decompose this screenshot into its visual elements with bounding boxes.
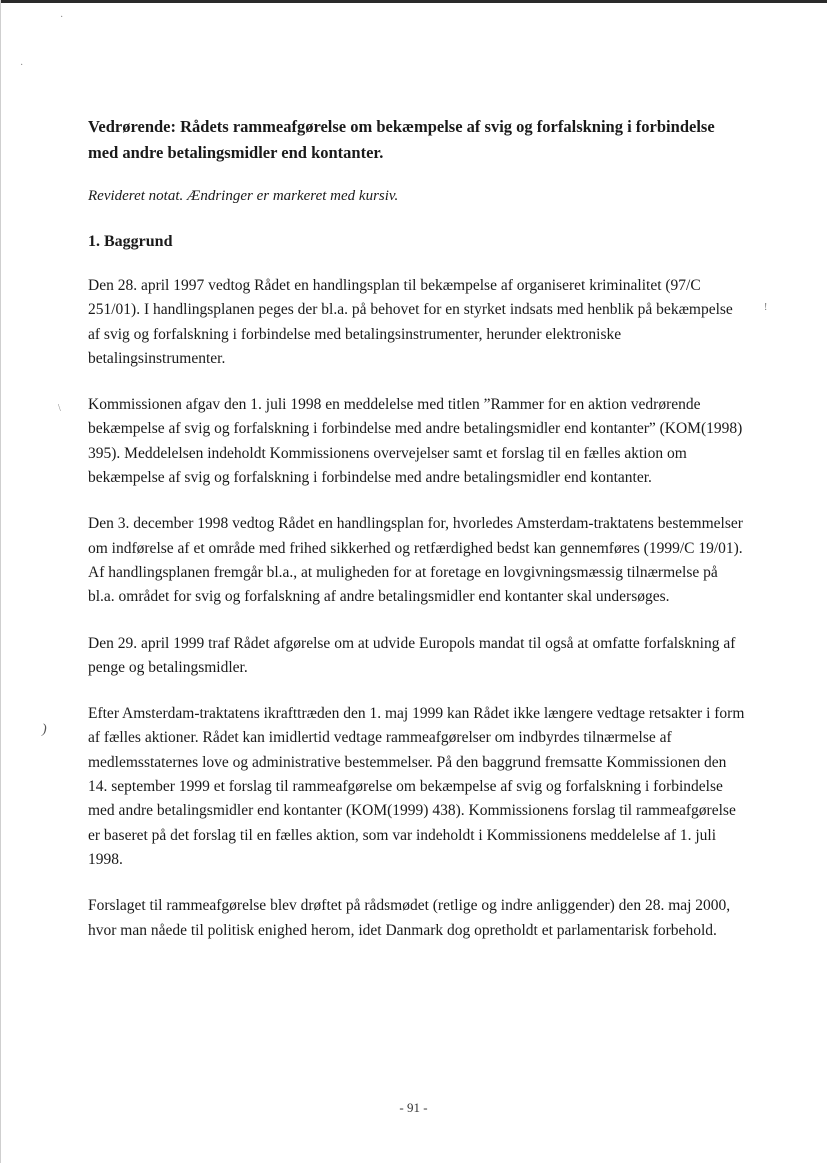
left-scan-edge [0, 0, 1, 1163]
document-title: Vedrørende: Rådets rammeafgørelse om bekæmpelse af svig og forfalskning i forbindelse med andre betalingsmidler end kontanter. [88, 117, 715, 162]
margin-tick-mark: \ [58, 403, 61, 414]
paragraph: Kommissionen afgav den 1. juli 1998 en meddelelse med titlen ”Rammer for en aktion vedrørende bekæmpelse af svig og forfalskning i forbindelse med andre betalingsmidler end kontanter” (KOM(1998) 395). Meddelelsen indeholdt Kommissionens overvejelser samt et forslag til en fælles aktion om bekæmpelse af svig og forfalskning i forbindelse med andre betalingsmidler end kontanter. [88, 396, 743, 487]
top-border-line [0, 0, 827, 3]
revised-note: Revideret notat. Ændringer er markeret med kursiv. [88, 188, 399, 204]
page-number: - 91 - [399, 1100, 428, 1115]
paragraph: Den 29. april 1999 traf Rådet afgørelse om at udvide Europols mandat til også at omfatte forfalskning af penge og betalingsmidler. [88, 634, 736, 676]
paragraph: Efter Amsterdam-traktatens ikrafttræden den 1. maj 1999 kan Rådet ikke længere vedtage retsakter i form af fælles aktioner. Rådet kan imidlertid vedtage rammeafgørelser om indbyrdes tilnærmelse af medlemsstaternes love og administrative bestemmelser. På den baggrund fremsatte Kommissionen den 14. september 1999 et forslag til rammeafgørelse om bekæmpelse af svig og forfalskning i forbindelse med andre betalingsmidler end kontanter (KOM(1999) 438). Kommissionens forslag til rammeafgørelse er baseret på det forslag til en fælles aktion, som var indeholdt i Kommissionens meddelelse af 1. juli 1998. [88, 705, 745, 868]
paragraph: Den 3. december 1998 vedtog Rådet en handlingsplan for, hvorledes Amsterdam-traktatens bestemmelser om indførelse af et område med frihed sikkerhed og retfærdighed bedst kan gennemføres (1999/C 19/01). Af handlingsplanen fremgår bl.a., at muligheden for at foretage en lovgivningsmæssig tilnærmelse på bl.a. området for svig og forfalskning af andre betalingsmidler end kontanter skal undersøges. [88, 515, 743, 606]
scan-speck-mark: · [60, 12, 64, 23]
margin-paren-mark: ) [42, 722, 47, 737]
document-body [88, 114, 748, 943]
margin-excl-mark: ! [764, 302, 768, 313]
paragraph: Den 28. april 1997 vedtog Rådet en handlingsplan til bekæmpelse af organiseret kriminalitet (97/C 251/01). I handlingsplanen peges der bl.a. på behovet for en styrket indsats med henblik på bekæmpelse af svig og forfalskning i forbindelse med betalingsinstrumenter, herunder elektroniske betalingsinstrumenter. [88, 277, 733, 367]
scan-speck-mark: · [20, 60, 24, 71]
section-heading-baggrund: 1. Baggrund [88, 233, 173, 250]
paragraph: Forslaget til rammeafgørelse blev drøftet på rådsmødet (retlige og indre anliggender) den 28. maj 2000, hvor man nåede til politisk enighed herom, idet Danmark dog opretholdt et parlamentarisk forbehold. [88, 897, 731, 939]
